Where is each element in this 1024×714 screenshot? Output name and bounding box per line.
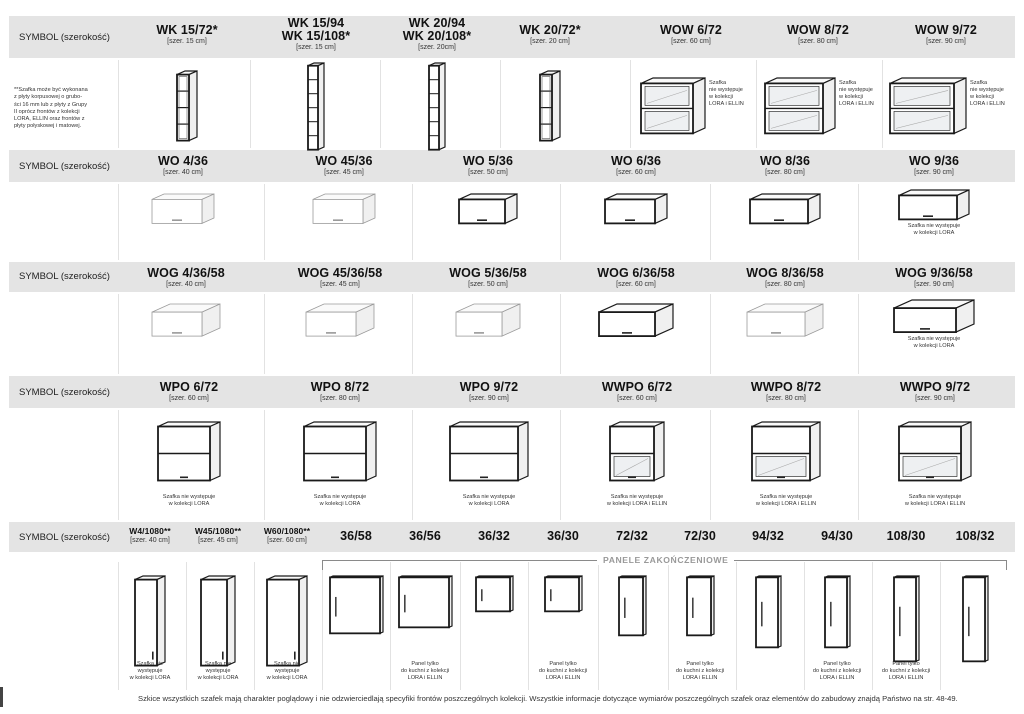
cabinet-symbol	[117, 527, 183, 544]
cabinet-figure	[397, 574, 454, 634]
cabinet-width: [szer. 20 cm]	[530, 38, 570, 46]
cabinet-drawing	[543, 574, 584, 613]
cabinet-width: [szer. 90 cm]	[915, 395, 955, 403]
cabinet-figure	[617, 574, 648, 642]
cabinet-name: WO 8/36	[759, 154, 811, 168]
cabinet-symbol	[599, 530, 665, 543]
cabinet-figure	[750, 420, 822, 488]
cabinet-drawing	[328, 574, 385, 635]
symbol-label: SYMBOL (szerokość)	[19, 532, 110, 543]
symbol-label: SYMBOL (szerokość)	[19, 271, 110, 282]
cabinet-name: WO 5/36	[462, 154, 514, 168]
availability-note: Szafka nie występuje w kolekcji LORA	[266, 661, 308, 681]
cabinet-symbol	[721, 381, 851, 402]
availability-note: Szafka nie występuje w kolekcji LORA i ELLIN	[606, 494, 668, 507]
cabinet-drawing	[474, 574, 515, 613]
cabinet-width: [szer. 90 cm]	[926, 38, 966, 46]
cabinet-symbol	[626, 24, 756, 45]
cabinet-figure	[754, 574, 783, 654]
cabinet-figure	[603, 192, 669, 230]
cabinet-figure	[897, 188, 971, 226]
cabinet-symbol	[735, 530, 801, 543]
cabinet-width: [szer. 45 cm]	[320, 281, 360, 289]
cabinet-figure	[888, 76, 968, 140]
cabinet-figure	[897, 420, 973, 488]
cabinet-name: WOG 5/36/58	[449, 266, 527, 280]
cabinet-drawing	[199, 574, 237, 668]
cabinet-drawing	[897, 420, 973, 483]
cabinet-width: [szer. 20cm]	[418, 44, 456, 52]
cabinet-figure	[311, 192, 377, 230]
availability-note: Szafka nie występuje w kolekcji LORA	[907, 223, 961, 237]
cabinet-symbol	[720, 267, 850, 288]
cabinet-figure	[639, 76, 707, 140]
cabinet-symbol	[275, 267, 405, 288]
cabinet-symbol	[869, 155, 999, 176]
availability-note: Szafka nie występuje w kolekcji LORA i ELLIN	[755, 494, 817, 507]
cabinet-figure	[748, 192, 822, 230]
cabinet-width: [szer. 60 cm]	[617, 395, 657, 403]
cabinet-symbol	[121, 267, 251, 288]
cabinet-figure	[265, 574, 309, 673]
cabinet-drawing	[304, 302, 376, 338]
cabinet-width: [szer. 80 cm]	[765, 169, 805, 177]
cabinet-figure	[199, 574, 237, 673]
cabinet-name: WWPO 8/72	[750, 380, 822, 394]
cabinet-figure	[597, 302, 675, 343]
cabinet-figure	[608, 420, 666, 488]
cabinet-symbol	[323, 530, 389, 543]
cabinet-symbol	[185, 527, 251, 544]
cabinet-symbol	[869, 267, 999, 288]
cabinet-drawing	[457, 192, 519, 225]
cabinet-symbol	[530, 530, 596, 543]
cabinet-figure	[427, 61, 447, 157]
cabinet-name: WK 15/72*	[156, 23, 218, 37]
cabinet-symbol	[424, 381, 554, 402]
cabinet-width: [szer. 80 cm]	[766, 395, 806, 403]
cabinet-drawing	[265, 574, 309, 668]
cabinet-symbol	[275, 381, 405, 402]
cabinet-name: WO 4/36	[157, 154, 209, 168]
availability-note: Panel tylko do kuchni z kolekcji LORA i ELLIN	[538, 661, 588, 681]
cabinet-symbol	[461, 530, 527, 543]
cabinet-symbol	[881, 24, 1011, 45]
cabinet-symbol	[572, 381, 702, 402]
cabinet-width: [szer. 80 cm]	[798, 38, 838, 46]
cabinet-name: 36/58	[340, 529, 372, 543]
cabinet-symbol	[753, 24, 883, 45]
cabinet-symbol	[124, 381, 254, 402]
cabinet-width: [szer. 90 cm]	[469, 395, 509, 403]
cabinet-figure	[150, 192, 216, 230]
cabinet-width: [szer. 40 cm]	[163, 169, 203, 177]
cabinet-drawing	[608, 420, 666, 483]
cabinet-width: [szer. 15 cm]	[167, 38, 207, 46]
cabinet-name: WPO 8/72	[310, 380, 370, 394]
cabinet-name: W45/1080**	[194, 526, 242, 536]
cabinet-figure	[763, 76, 837, 140]
cabinet-symbol	[942, 530, 1008, 543]
cabinet-width: [szer. 90 cm]	[914, 281, 954, 289]
cabinet-width: [szer. 40 cm]	[166, 281, 206, 289]
cabinet-drawing	[427, 61, 447, 152]
availability-note: Panel tylko do kuchni z kolekcji LORA i ELLIN	[400, 661, 450, 681]
cabinet-drawing	[888, 76, 968, 135]
cabinet-drawing	[685, 574, 716, 637]
cabinet-width: [szer. 50 cm]	[468, 281, 508, 289]
cabinet-name: 94/30	[821, 529, 853, 543]
cabinet-width: [szer. 15 cm]	[296, 44, 336, 52]
cabinet-drawing	[748, 192, 822, 225]
cabinet-drawing	[302, 420, 378, 483]
cabinet-symbol	[392, 530, 458, 543]
cabinet-figure	[474, 574, 515, 618]
cabinet-symbol	[372, 17, 502, 52]
cabinet-drawing	[454, 302, 522, 338]
cabinet-figure	[302, 420, 378, 488]
symbol-label: SYMBOL (szerokość)	[19, 32, 110, 43]
cabinet-drawing	[306, 61, 326, 152]
cabinet-width: [szer. 90 cm]	[914, 169, 954, 177]
cabinet-width: [szer. 40 cm]	[130, 536, 170, 544]
cabinet-symbol	[485, 24, 615, 45]
availability-note: Szafka nie występuje w kolekcji LORA	[462, 494, 516, 507]
cabinet-figure	[745, 302, 825, 343]
cabinet-figure	[156, 420, 222, 488]
availability-note: Szafka nie występuje w kolekcji LORA	[907, 336, 961, 350]
cabinet-width: [szer. 60 cm]	[616, 281, 656, 289]
cabinet-symbol	[804, 530, 870, 543]
cabinet-name: WOW 8/72	[787, 23, 849, 37]
cabinet-symbol	[251, 17, 381, 52]
cabinet-drawing	[397, 574, 454, 629]
cabinet-width: [szer. 60 cm]	[267, 536, 307, 544]
cabinet-drawing	[754, 574, 783, 649]
cabinet-symbol	[118, 155, 248, 176]
cabinet-name: 36/30	[547, 529, 579, 543]
cabinet-figure	[304, 302, 376, 343]
cabinet-symbol	[720, 155, 850, 176]
cabinet-drawing	[150, 192, 216, 225]
cabinet-symbol	[122, 24, 252, 45]
cabinet-figure	[448, 420, 530, 488]
cabinet-name: WK 15/94 WK 15/108*	[281, 16, 351, 44]
symbol-label: SYMBOL (szerokość)	[19, 161, 110, 172]
cabinet-drawing	[823, 574, 852, 649]
cabinet-width: [szer. 80 cm]	[765, 281, 805, 289]
cabinet-drawing	[745, 302, 825, 338]
cabinet-drawing	[639, 76, 707, 135]
availability-note: Panel tylko do kuchni z kolekcji LORA i ELLIN	[675, 661, 725, 681]
cabinet-name: WOW 9/72	[915, 23, 977, 37]
cabinet-symbol	[571, 155, 701, 176]
symbol-label: SYMBOL (szerokość)	[19, 387, 110, 398]
availability-note: Szafka nie występuje w kolekcji LORA	[162, 494, 216, 507]
cabinet-name: 72/32	[616, 529, 648, 543]
cabinet-figure	[961, 574, 990, 668]
cabinet-drawing	[603, 192, 669, 225]
cabinet-name: 36/56	[409, 529, 441, 543]
cabinet-symbol	[423, 267, 553, 288]
availability-note: Szafka nie występuje w kolekcji LORA i ELLIN	[970, 80, 1005, 107]
availability-note: Szafka nie występuje w kolekcji LORA i ELLIN	[839, 80, 874, 107]
cabinet-name: WO 45/36	[315, 154, 373, 168]
cabinet-width: [szer. 60 cm]	[671, 38, 711, 46]
cabinet-symbol	[667, 530, 733, 543]
cabinet-figure	[543, 574, 584, 618]
cabinet-drawing	[597, 302, 675, 338]
cabinet-figure	[457, 192, 519, 230]
cabinet-drawing	[311, 192, 377, 225]
cabinet-drawing	[150, 302, 222, 338]
cabinet-figure	[892, 298, 976, 339]
cabinet-figure	[175, 69, 199, 148]
cabinet-width: [szer. 45 cm]	[198, 536, 238, 544]
cabinet-symbol	[279, 155, 409, 176]
cabinet-drawing	[156, 420, 222, 483]
cabinet-drawing	[961, 574, 990, 663]
cabinet-name: WOG 4/36/58	[147, 266, 225, 280]
cabinet-symbol	[571, 267, 701, 288]
cabinet-drawing	[892, 574, 921, 663]
cabinet-drawing	[538, 69, 562, 143]
cabinet-figure	[150, 302, 222, 343]
cabinet-figure	[823, 574, 852, 654]
cabinet-figure	[133, 574, 167, 673]
cabinet-width: [szer. 50 cm]	[468, 169, 508, 177]
cabinet-symbol	[873, 530, 939, 543]
cabinet-width: [szer. 60 cm]	[169, 395, 209, 403]
availability-note: Szafka nie występuje w kolekcji LORA	[129, 661, 171, 681]
cabinet-name: WPO 9/72	[459, 380, 519, 394]
cabinet-figure	[685, 574, 716, 642]
cabinet-name: WWPO 9/72	[899, 380, 971, 394]
cabinet-name: WPO 6/72	[159, 380, 219, 394]
grid-cell	[500, 60, 630, 148]
availability-note: Panel tylko do kuchni z kolekcji LORA i ELLIN	[812, 661, 862, 681]
cabinet-drawing	[750, 420, 822, 483]
cabinet-width: [szer. 80 cm]	[320, 395, 360, 403]
cabinet-name: WOG 8/36/58	[746, 266, 824, 280]
cabinet-drawing	[448, 420, 530, 483]
cabinet-name: 108/32	[955, 529, 995, 543]
cabinet-name: 108/30	[886, 529, 926, 543]
cabinet-name: WOG 9/36/58	[895, 266, 973, 280]
cabinet-figure	[328, 574, 385, 640]
cabinet-figure	[306, 61, 326, 157]
cabinet-name: WOG 45/36/58	[297, 266, 383, 280]
cabinet-symbol	[870, 381, 1000, 402]
cabinet-drawing	[892, 298, 976, 334]
cabinet-figure	[454, 302, 522, 343]
cabinet-name: WWPO 6/72	[601, 380, 673, 394]
cabinet-symbol	[423, 155, 553, 176]
cabinet-name: WK 20/72*	[519, 23, 581, 37]
cabinet-drawing	[897, 188, 971, 221]
cabinet-name: W4/1080**	[129, 526, 171, 536]
panele-label: PANELE ZAKOŃCZENIOWE	[597, 555, 734, 565]
wk-material-note: **Szafka może być wykonana z płyty korpusowej o grubo- ści 16 mm lub z płyty z Grupy II oprócz frontów z kolekcji LORA, ELLIN oraz frontów z płyty połyskowej i matowej.	[14, 87, 88, 130]
cabinet-name: WO 9/36	[908, 154, 960, 168]
cabinet-width: [szer. 45 cm]	[324, 169, 364, 177]
cabinet-drawing	[763, 76, 837, 135]
availability-note: Szafka nie występuje w kolekcji LORA i ELLIN	[709, 80, 744, 107]
cabinet-symbol	[254, 527, 320, 544]
page-edge-mark	[0, 687, 3, 707]
cabinet-name: WO 6/36	[610, 154, 662, 168]
cabinet-width: [szer. 60 cm]	[616, 169, 656, 177]
cabinet-name: WOW 6/72	[660, 23, 722, 37]
cabinet-drawing	[133, 574, 167, 668]
availability-note: Szafka nie występuje w kolekcji LORA i ELLIN	[904, 494, 966, 507]
cabinet-name: WOG 6/36/58	[597, 266, 675, 280]
availability-note: Szafka nie występuje w kolekcji LORA	[197, 661, 239, 681]
cabinet-name: 36/32	[478, 529, 510, 543]
cabinet-drawing	[175, 69, 199, 143]
cabinet-name: W60/1080**	[263, 526, 311, 536]
cabinet-drawing	[617, 574, 648, 637]
cabinet-name: WK 20/94 WK 20/108*	[402, 16, 472, 44]
cabinet-name: 72/30	[684, 529, 716, 543]
cabinet-figure	[538, 69, 562, 148]
footer-note: Szkice wszystkich szafek mają charakter poglądowy i nie odzwierciedlają specyfiki frontów poszczególnych kolekcji. Wszystkie informacje dotyczące wymiarów poszczególnych szafek oraz elementów do zabudowy znajdą Państwo na str. 48-49.	[138, 694, 958, 703]
availability-note: Szafka nie występuje w kolekcji LORA	[313, 494, 367, 507]
cabinet-figure	[892, 574, 921, 668]
cabinet-name: 94/32	[752, 529, 784, 543]
availability-note: Panel tylko do kuchni z kolekcji LORA i ELLIN	[881, 661, 931, 681]
